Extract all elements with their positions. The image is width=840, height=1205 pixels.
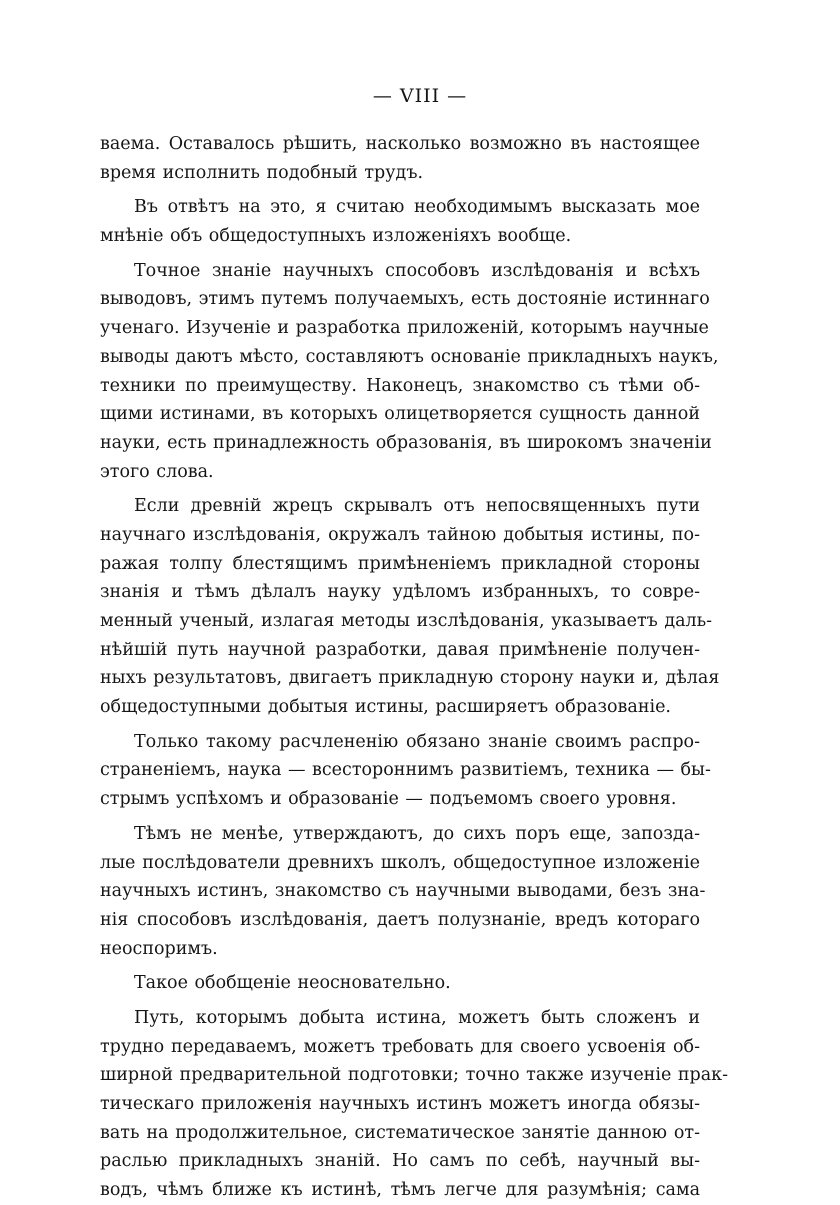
- text-line: Такое обобщеніе неосновательно.: [134, 973, 451, 994]
- text-line: нія способовъ изслѣдованія, даетъ полузнаніе, вредъ котораго: [100, 909, 700, 930]
- text-line: ныхъ результатовъ, двигаетъ прикладную сторону науки и, дѣлая: [100, 668, 720, 689]
- text-line: водъ, чѣмъ ближе къ истинѣ, тѣмъ легче для разумѣнія; сама: [100, 1180, 700, 1201]
- text-line: лые послѣдователи древнихъ школъ, общедоступное изложеніе: [100, 852, 700, 873]
- text-line: время исполнить подобный трудъ.: [100, 162, 424, 183]
- text-line: знанія и тѣмъ дѣлалъ науку удѣломъ избранныхъ, то совре-: [100, 582, 700, 603]
- text-line: вать на продолжительное, систематическое занятіе данною от-: [100, 1122, 700, 1143]
- text-line: страненіемъ, наука — всестороннимъ развитіемъ, техника — бы-: [100, 760, 711, 781]
- text-line: ширной предварительной подготовки; точно также изученіе прак-: [100, 1065, 729, 1086]
- text-line: Точное знаніе научныхъ способовъ изслѣдованія и всѣхъ: [134, 260, 700, 281]
- text-line: Тѣмъ не менѣе, утверждаютъ, до сихъ поръ еще, запозда-: [134, 823, 700, 844]
- page-body-text: [100, 130, 729, 1205]
- text-line: тическаго приложенія научныхъ истинъ можетъ иногда обязы-: [100, 1094, 700, 1114]
- text-line: менный ученый, излагая методы изслѣдованія, указываетъ даль-: [100, 611, 713, 631]
- text-line: Если древній жрецъ скрывалъ отъ непосвященныхъ пути: [134, 496, 700, 517]
- text-line: этого слова.: [100, 461, 214, 482]
- text-line: ученаго. Изученіе и разработка приложеній, которымъ научные: [100, 318, 709, 339]
- text-line: Въ отвѣтъ на это, я считаю необходимымъ высказать мое: [134, 197, 700, 218]
- text-line: общедоступными добытыя истины, расширяетъ образованіе.: [100, 697, 671, 718]
- text-line: техники по преимуществу. Наконецъ, знакомство съ тѣми об-: [100, 375, 700, 396]
- text-line: Путь, которымъ добыта истина, можетъ быть сложенъ и: [134, 1007, 700, 1028]
- text-line: ваема. Оставалось рѣшить, насколько возможно въ настоящее: [100, 134, 700, 154]
- page-number: — VIII —: [372, 85, 468, 107]
- text-line: ражая толпу блестящимъ примѣненіемъ прикладной стороны: [100, 553, 700, 574]
- text-line: мнѣніе объ общедоступныхъ изложеніяхъ вообще.: [100, 226, 572, 247]
- text-line: выводовъ, этимъ путемъ получаемыхъ, есть достояніе истиннаго: [100, 289, 710, 310]
- text-line: щими истинами, въ которыхъ олицетворяется сущность данной: [100, 404, 700, 425]
- text-line: трудно передаваемъ, можетъ требовать для своего усвоенія об-: [100, 1036, 700, 1057]
- text-line: стрымъ успѣхомъ и образованіе — подъемомъ своего уровня.: [100, 789, 677, 810]
- text-line: научныхъ истинъ, знакомство съ научными выводами, безъ зна-: [100, 881, 706, 902]
- text-line: Только такому расчлененію обязано знаніе своимъ распро-: [134, 731, 700, 752]
- text-line: нѣйшій путь научной разработки, давая примѣненіе получен-: [100, 639, 700, 660]
- text-line: науки, есть принадлежность образованія, въ широкомъ значеніи: [100, 432, 712, 453]
- text-line: раслью прикладныхъ знаній. Но самъ по себѣ, научный вы-: [100, 1151, 700, 1172]
- text-line: неоспоримъ.: [100, 938, 218, 959]
- text-line: научнаго изслѣдованія, окружалъ тайною добытыя истины, по-: [100, 524, 700, 545]
- text-line: выводы даютъ мѣсто, составляютъ основаніе прикладныхъ наукъ,: [100, 346, 719, 367]
